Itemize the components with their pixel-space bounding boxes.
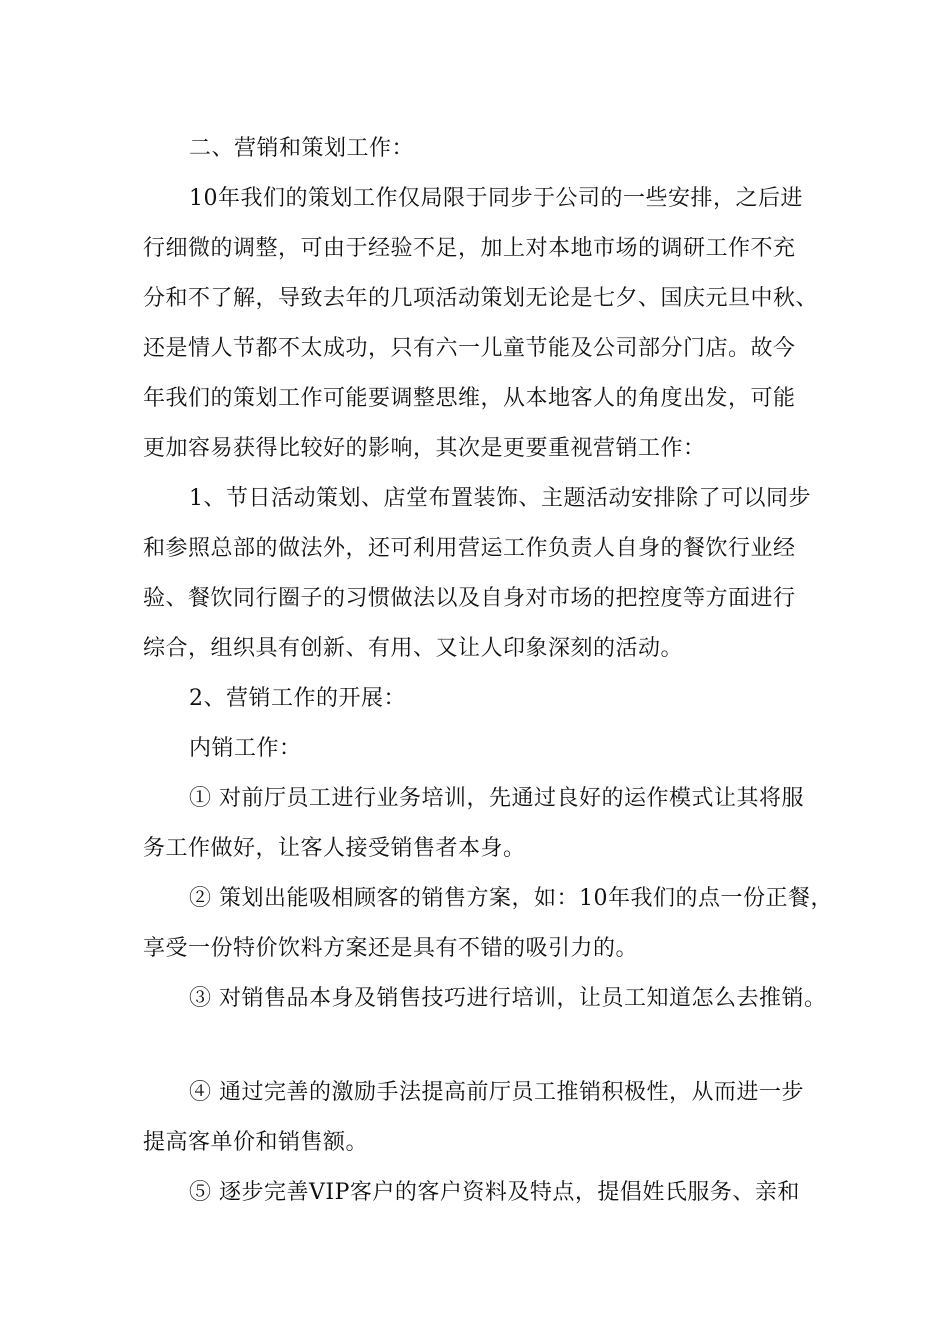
paragraph-line: 还是情人节都不太成功，只有六一儿童节能及公司部分门店。故今	[143, 336, 796, 361]
subsection-heading: 2、营销工作的开展：	[189, 686, 406, 711]
list-item-line: 享受一份特价饮料方案还是具有不错的吸引力的。	[143, 936, 639, 961]
paragraph-line: 10年我们的策划工作仅局限于同步于公司的一些安排，之后进	[189, 186, 803, 211]
paragraph-line: 验、餐饮同行圈子的习惯做法以及自身对市场的把控度等方面进行	[143, 586, 796, 611]
list-item-line: ③ 对销售品本身及销售技巧进行培训，让员工知道怎么去推销。	[189, 986, 827, 1011]
list-item-line: 务工作做好，让客人接受销售者本身。	[143, 836, 526, 861]
paragraph-line: 和参照总部的做法外，还可利用营运工作负责人自身的餐饮行业经	[143, 536, 796, 561]
paragraph-line: 更加容易获得比较好的影响，其次是更要重视营销工作：	[143, 436, 706, 461]
list-item-line: 提高客单价和销售额。	[143, 1130, 369, 1155]
paragraph-line: 分和不了解，导致去年的几项活动策划无论是七夕、国庆元旦中秋、	[143, 286, 819, 311]
paragraph-line: 行细微的调整，可由于经验不足，加上对本地市场的调研工作不充	[143, 236, 796, 261]
list-item-line: ④ 通过完善的激励手法提高前厅员工推销积极性，从而进一步	[189, 1080, 804, 1105]
section-heading: 二、营销和策划工作：	[189, 136, 415, 161]
paragraph-line: 综合，组织具有创新、有用、又让人印象深刻的活动。	[143, 636, 684, 661]
list-item-line: ⑤ 逐步完善VIP客户的客户资料及特点，提倡姓氏服务、亲和	[189, 1180, 800, 1205]
list-item-line: ① 对前厅员工进行业务培训，先通过良好的运作模式让其将服	[189, 786, 804, 811]
list-item-line: ② 策划出能吸相顾客的销售方案，如：10年我们的点一份正餐，	[189, 886, 833, 911]
paragraph-line: 1、节日活动策划、店堂布置装饰、主题活动安排除了可以同步	[189, 486, 811, 511]
subsection-heading: 内销工作：	[189, 736, 302, 761]
paragraph-line: 年我们的策划工作可能要调整思维，从本地客人的角度出发，可能	[143, 386, 796, 411]
